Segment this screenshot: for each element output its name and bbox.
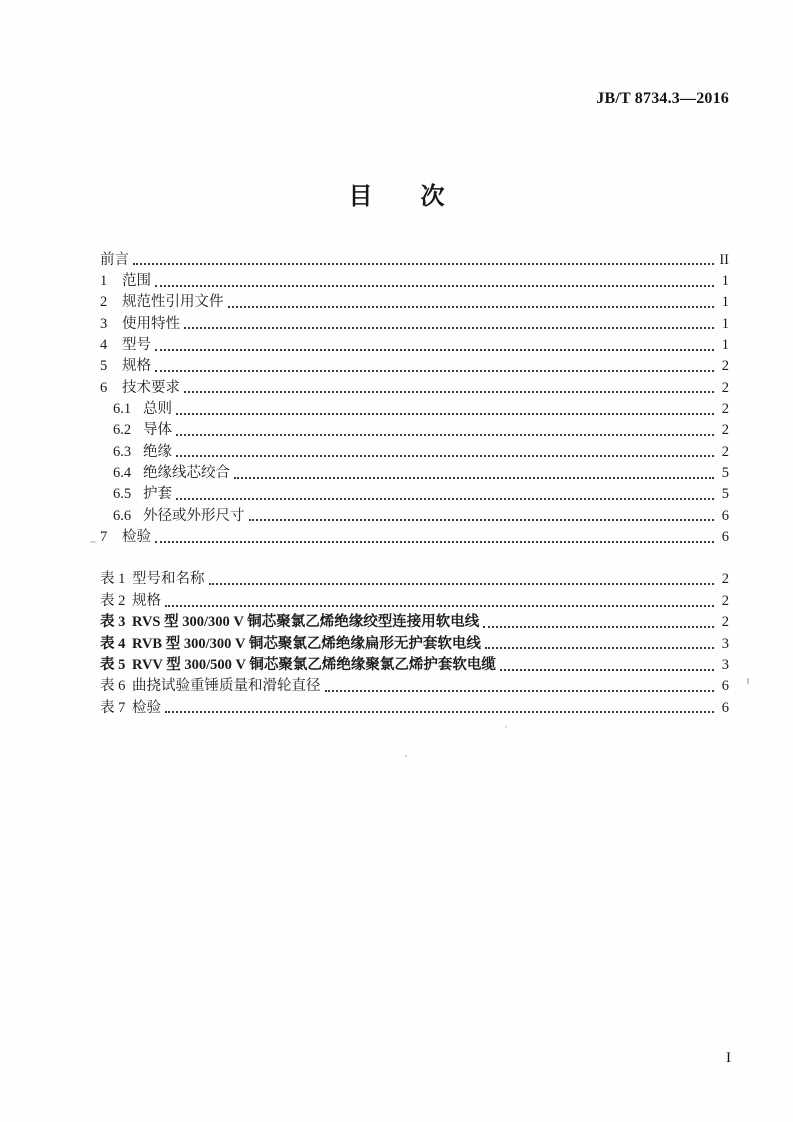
toc-entry	[100, 439, 729, 460]
toc-entry-number: 表 1	[100, 571, 126, 588]
toc-table-entry	[100, 652, 729, 673]
toc-entry-label: 绝缘	[143, 443, 172, 460]
toc-table-entry	[100, 631, 729, 652]
page-title: 目 次	[348, 183, 445, 210]
toc-entry-page: 6	[721, 699, 729, 716]
toc-entry	[100, 268, 729, 289]
dot-leader	[176, 413, 714, 415]
toc-entry-number: 6.3	[113, 443, 132, 460]
dot-leader	[176, 434, 714, 436]
dot-leader	[176, 498, 714, 500]
toc-entry-number: 表 3	[100, 614, 126, 631]
toc-entry-number: 6.6	[113, 507, 132, 524]
scan-artifact	[505, 726, 507, 728]
toc-entry-label: 技术要求	[122, 379, 180, 396]
toc-entry-label: 前言	[100, 251, 129, 268]
toc-entry-number: 3	[100, 315, 108, 332]
dot-leader	[228, 306, 715, 308]
toc-entry-page: 1	[721, 294, 729, 311]
toc-table-list	[100, 567, 729, 716]
dot-leader	[155, 370, 714, 372]
toc-entry-page: 5	[721, 486, 729, 503]
toc-entry-page: 1	[721, 273, 729, 290]
dot-leader	[176, 455, 714, 457]
toc-entry	[100, 354, 729, 375]
toc-entry-number: 7	[100, 529, 108, 546]
toc-entry-label: 范围	[122, 273, 151, 290]
toc-entry-number: 表 5	[100, 656, 126, 673]
toc-entry	[100, 290, 729, 311]
toc-entry-number: 表 6	[100, 678, 126, 695]
toc-entry-label: 规格	[122, 358, 151, 375]
toc-entry-number: 6	[100, 379, 108, 396]
toc-entry-label: 护套	[143, 486, 172, 503]
toc-entry	[100, 482, 729, 503]
toc-entry-page: 5	[721, 465, 729, 482]
toc-entry	[100, 311, 729, 332]
toc-entry	[100, 503, 729, 524]
toc-entry-page: 1	[721, 315, 729, 332]
toc-entry-page: 2	[721, 379, 729, 396]
toc-table-entry	[100, 567, 729, 588]
toc-entry-page: 2	[721, 571, 729, 588]
standard-code: JB/T 8734.3—2016	[596, 90, 729, 107]
toc-entry-label: RVB 型 300/300 V 铜芯聚氯乙烯绝缘扁形无护套软电线	[132, 635, 481, 652]
toc-entry-label: 型号	[122, 337, 151, 354]
toc-entry-page: 6	[721, 529, 729, 546]
toc-entry-label: 检验	[122, 529, 151, 546]
toc-entry	[100, 375, 729, 396]
scan-artifact	[405, 755, 407, 757]
dot-leader	[165, 711, 714, 713]
toc-entry-number: 5	[100, 358, 108, 375]
toc-table-entry	[100, 610, 729, 631]
toc-entry-label: RVV 型 300/500 V 铜芯聚氯乙烯绝缘聚氯乙烯护套软电缆	[132, 656, 496, 673]
toc-entry-label: RVS 型 300/300 V 铜芯聚氯乙烯绝缘绞型连接用软电线	[132, 614, 480, 631]
toc-entry-label: 检验	[132, 699, 161, 716]
toc-entry-number: 6.5	[113, 486, 132, 503]
toc-entry-label: 总则	[143, 401, 172, 418]
toc-entry	[100, 418, 729, 439]
toc-entry	[100, 396, 729, 417]
toc-entry-number: 2	[100, 294, 108, 311]
toc-entry-page: 2	[721, 422, 729, 439]
toc-entry-page: 6	[721, 507, 729, 524]
toc-entry-number: 4	[100, 337, 108, 354]
dot-leader	[155, 349, 714, 351]
toc-entry-label: 规范性引用文件	[122, 294, 224, 311]
toc-entry-number: 表 7	[100, 699, 126, 716]
toc-entry-page: 2	[721, 358, 729, 375]
toc-entry-label: 导体	[143, 422, 172, 439]
dot-leader	[249, 519, 715, 521]
dot-leader	[325, 690, 715, 692]
toc-entry	[100, 247, 729, 268]
toc-entry	[100, 460, 729, 481]
toc-entry-page: 3	[721, 635, 729, 652]
toc-entry-number: 表 4	[100, 635, 126, 652]
table-of-contents	[100, 247, 729, 716]
toc-entry-label: 规格	[132, 592, 161, 609]
dot-leader	[485, 647, 714, 649]
toc-entry-number: 6.1	[113, 401, 132, 418]
dot-leader	[184, 391, 714, 393]
toc-entry	[100, 524, 729, 545]
dot-leader	[500, 669, 714, 671]
dot-leader	[155, 285, 714, 287]
toc-entry-page: 2	[721, 592, 729, 609]
dot-leader	[165, 605, 714, 607]
toc-entry	[100, 332, 729, 353]
toc-table-entry	[100, 695, 729, 716]
toc-entry-label: 曲挠试验重锤质量和滑轮直径	[132, 678, 321, 695]
dot-leader	[133, 263, 714, 265]
toc-entry-page: 2	[721, 401, 729, 418]
toc-table-entry	[100, 674, 729, 695]
toc-entry-label: 使用特性	[122, 315, 180, 332]
toc-entry-label: 型号和名称	[132, 571, 205, 588]
toc-entry-page: 3	[721, 656, 729, 673]
toc-entry-page: 6	[721, 678, 729, 695]
dot-leader	[184, 327, 714, 329]
toc-entry-number: 表 2	[100, 592, 126, 609]
toc-entry-label: 绝缘线芯绞合	[143, 465, 230, 482]
dot-leader	[234, 477, 714, 479]
scan-artifact	[90, 541, 96, 543]
dot-leader	[209, 583, 715, 585]
scan-artifact	[747, 678, 749, 684]
toc-entry-page: 2	[721, 614, 729, 631]
toc-table-entry	[100, 588, 729, 609]
toc-entry-number: 6.2	[113, 422, 132, 439]
toc-entry-page: 2	[721, 443, 729, 460]
page-number: I	[726, 1050, 731, 1066]
dot-leader	[155, 541, 714, 543]
toc-entry-page: II	[719, 251, 729, 268]
toc-entry-label: 外径或外形尺寸	[143, 507, 245, 524]
dot-leader	[483, 626, 714, 628]
toc-entry-number: 6.4	[113, 465, 132, 482]
toc-entry-number: 1	[100, 273, 108, 290]
toc-entry-page: 1	[721, 337, 729, 354]
